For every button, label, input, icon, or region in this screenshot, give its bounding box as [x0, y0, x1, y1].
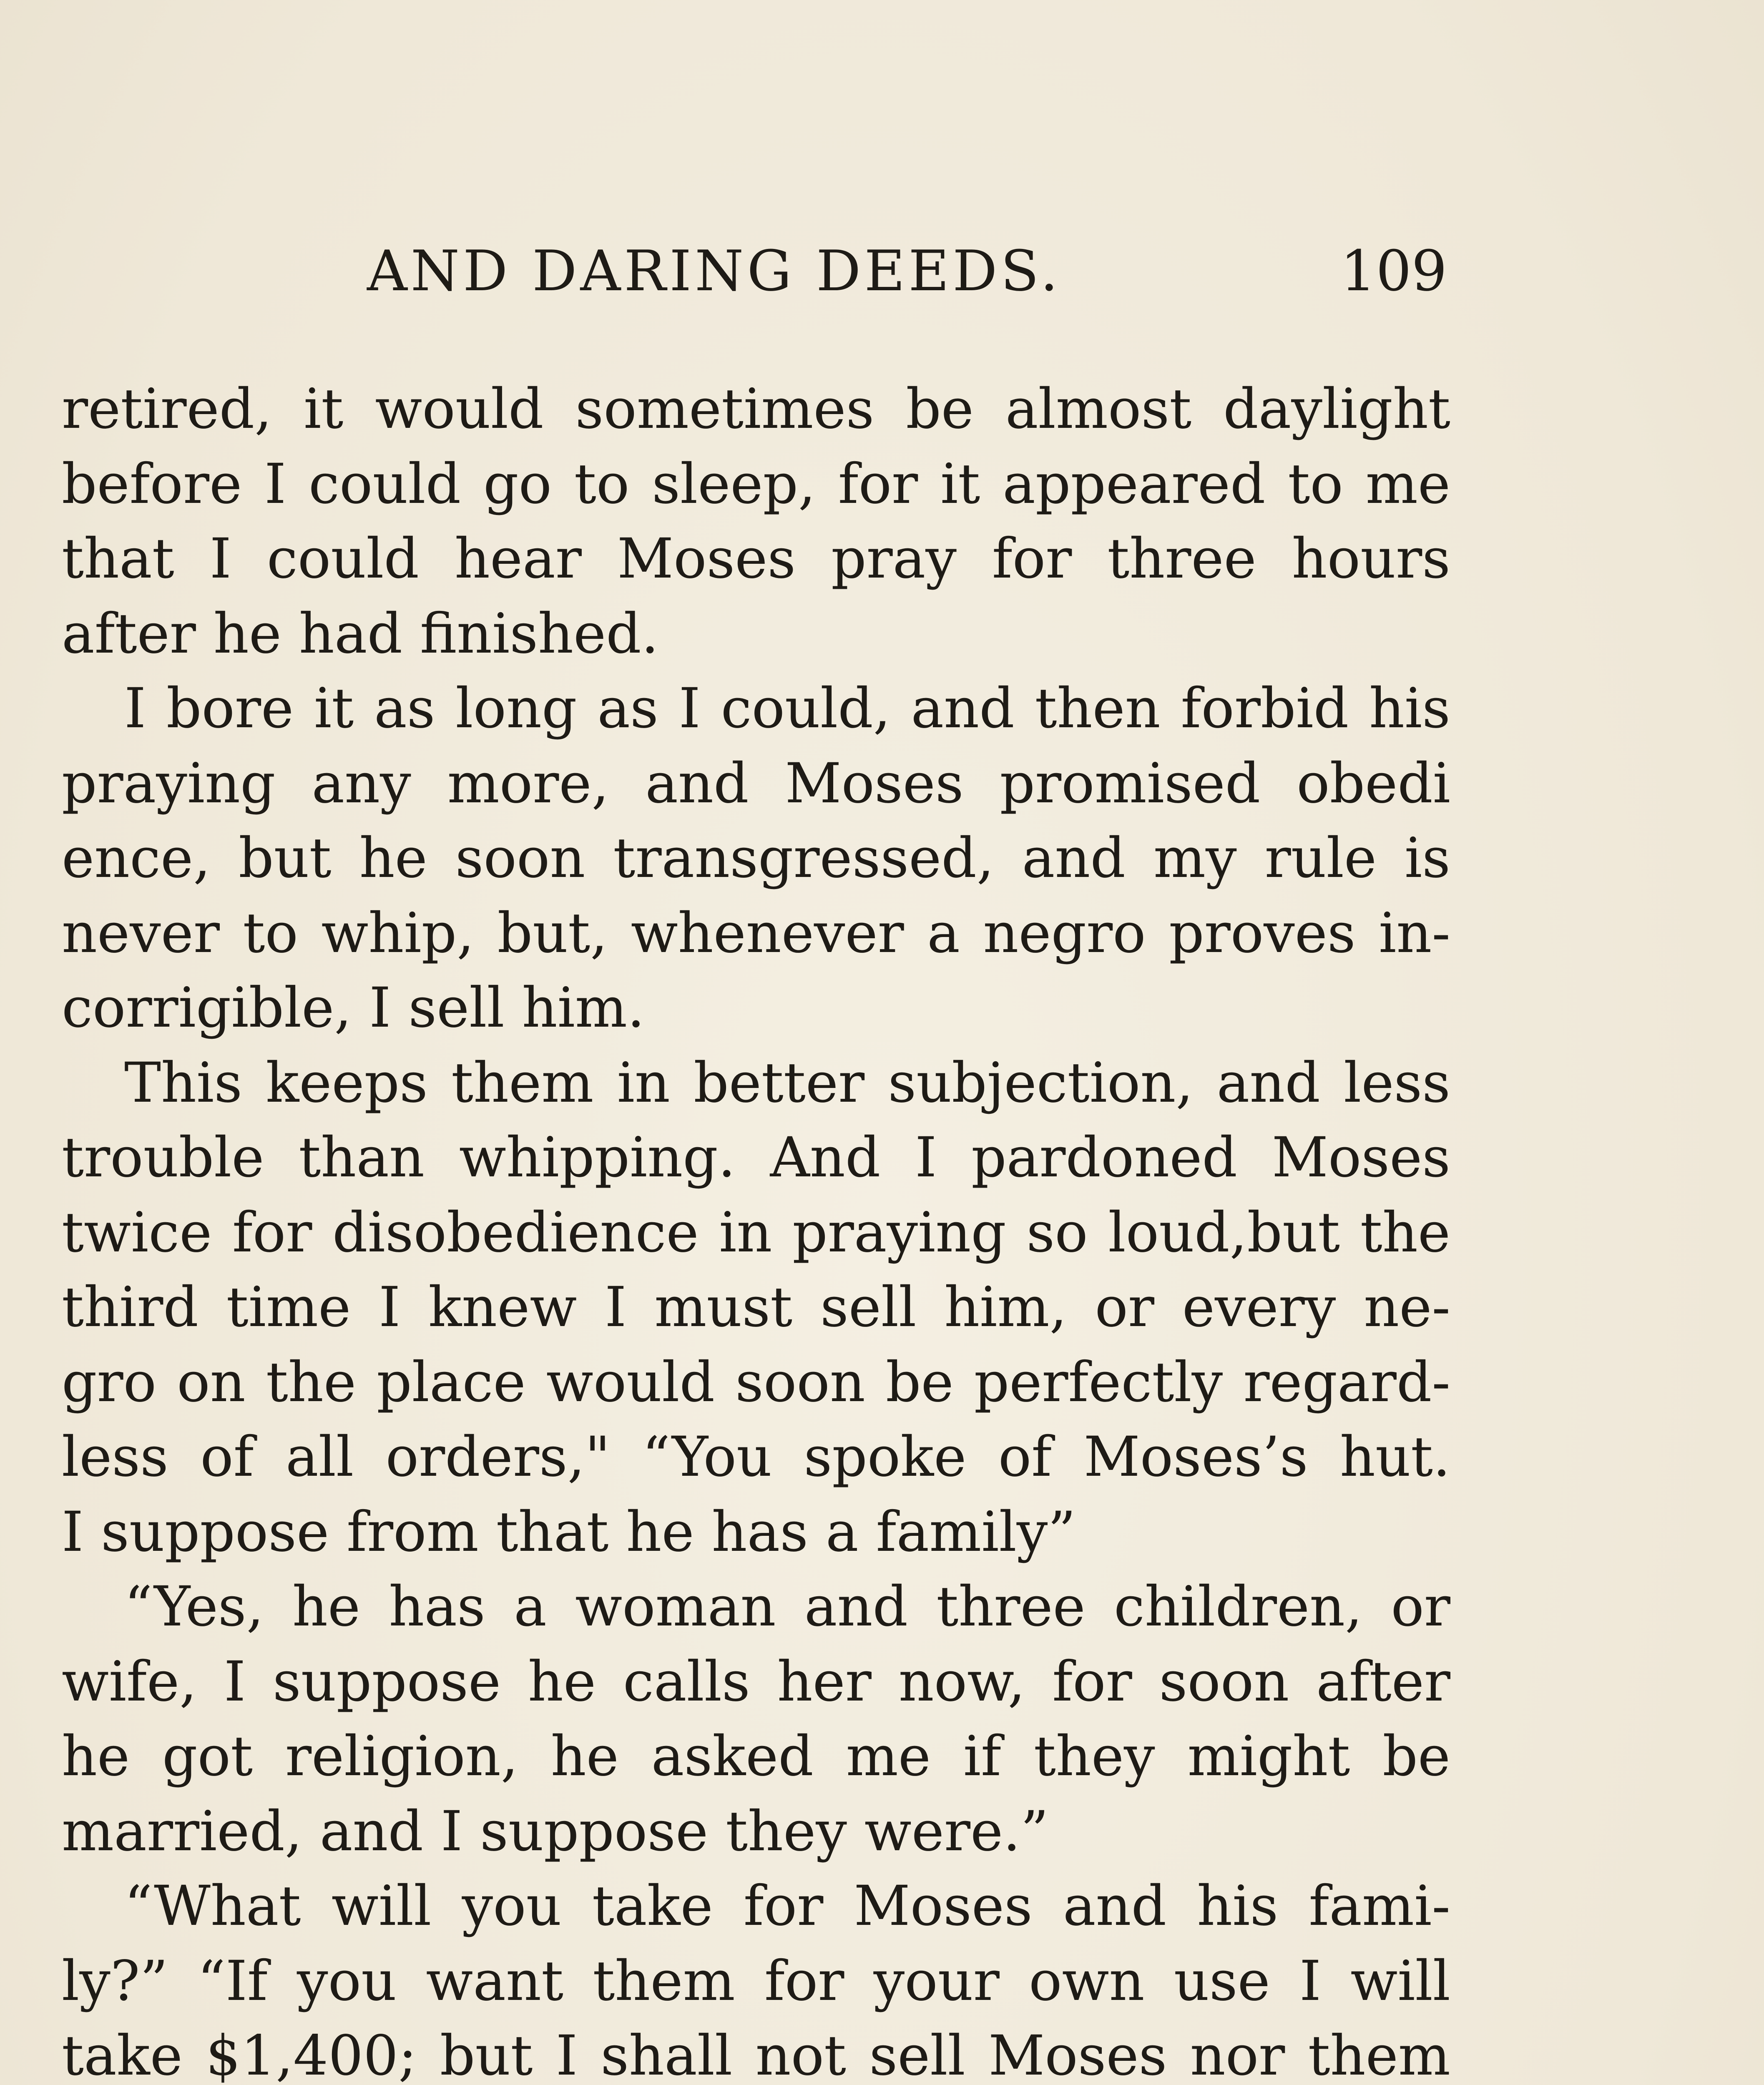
text-line: “Yes, he has a woman and three children, or — [124, 1575, 1450, 1639]
text-line: trouble than whipping. And I pardoned Moses — [62, 1125, 1450, 1190]
body-text — [62, 372, 1450, 2085]
text-line: take $1,400; but I shall not sell Moses nor them — [62, 2024, 1450, 2085]
text-line: ence, but he soon transgressed, and my rule is — [62, 826, 1450, 890]
text-line: wife, I suppose he calls her now, for soon after — [62, 1649, 1450, 1714]
text-line: less of all orders," “You spoke of Moses’s hut. — [62, 1425, 1450, 1489]
text-line: married, and I suppose they were.” — [62, 1799, 1049, 1864]
text-line: retired, it would sometimes be almost daylight — [62, 377, 1450, 441]
text-line: ly?” “If you want them for your own use I will — [62, 1949, 1450, 2013]
text-line: never to whip, but, whenever a negro proves in- — [62, 901, 1450, 965]
text-line: I suppose from that he has a family” — [62, 1500, 1076, 1564]
text-line: corrigible, I sell him. — [62, 976, 645, 1040]
text-line: third time I knew I must sell him, or every ne- — [62, 1275, 1450, 1339]
text-line: he got religion, he asked me if they might be — [62, 1724, 1450, 1789]
text-line: This keeps them in better subjection, and less — [124, 1050, 1450, 1115]
text-line: twice for disobedience in praying so loud,but the — [62, 1200, 1450, 1265]
running-head — [0, 234, 1764, 309]
text-line: that I could hear Moses pray for three hours — [62, 527, 1450, 591]
text-line: I bore it as long as I could, and then forbid his — [124, 676, 1450, 741]
text-line: after he had finished. — [62, 601, 659, 666]
running-title: AND DARING DEEDS. — [367, 239, 1062, 304]
text-line: before I could go to sleep, for it appeared to me — [62, 452, 1450, 516]
text-line: gro on the place would soon be perfectly regard- — [62, 1350, 1450, 1414]
text-line: “What will you take for Moses and his fami- — [124, 1874, 1450, 1938]
page-number: 109 — [1340, 239, 1447, 304]
text-line: praying any more, and Moses promised obedi — [62, 751, 1450, 816]
